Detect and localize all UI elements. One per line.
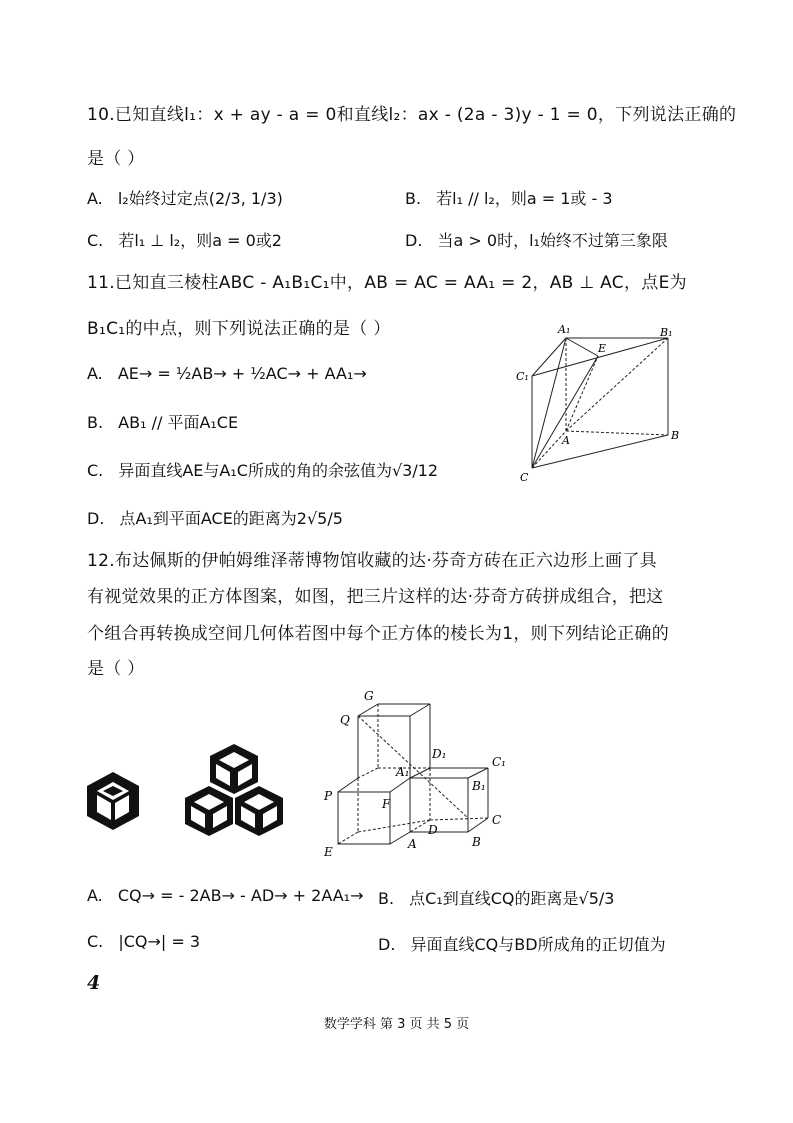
- q11-stem-line1: 11.已知直三棱柱ABC - A₁B₁C₁中，AB = AC = AA₁ = 2，AB ⊥ AC，点E为: [87, 273, 687, 293]
- label-q: Q: [340, 713, 350, 727]
- option-text: 点A₁到平面ACE的距离为2√5/5: [119, 509, 343, 528]
- option-label: A.: [87, 886, 103, 905]
- label-a: A: [408, 837, 417, 851]
- label-a1: A₁: [558, 323, 571, 336]
- option-text: 当a > 0时，l₁始终不过第三象限: [437, 231, 668, 250]
- q12-option-c: [87, 932, 200, 951]
- label-f: F: [382, 797, 391, 811]
- q12-stem-line3: 个组合再转换成空间几何体若图中每个正方体的棱长为1，则下列结论正确的: [87, 624, 670, 644]
- option-text: 异面直线CQ与BD所成角的正切值为: [410, 935, 666, 954]
- q11-prism-figure: [510, 318, 690, 488]
- page-footer: 数学学科 第 3 页 共 5 页: [323, 1017, 470, 1032]
- label-b1: B₁: [660, 326, 673, 339]
- cube-assembly-figure: [316, 686, 516, 861]
- q10-option-c: [87, 228, 282, 251]
- option-label: B.: [378, 889, 395, 908]
- option-label: D.: [405, 231, 423, 250]
- option-text: l₂始终过定点(2/3, 1/3): [117, 189, 283, 208]
- label-a: A: [562, 434, 570, 447]
- q10-option-d: [405, 228, 668, 251]
- option-text: AE→ = ½AB→ + ½AC→ + AA₁→: [117, 364, 367, 383]
- option-label: B.: [87, 413, 104, 432]
- label-b: B: [472, 835, 481, 849]
- q10-stem-line1: 10.已知直线l₁：x + ay - a = 0和直线l₂：ax - (2a - 3)y - 1 = 0，下列说法正确的: [87, 105, 737, 125]
- option-label: C.: [87, 932, 104, 951]
- q12-option-d: [378, 932, 666, 955]
- option-text: 异面直线AE与A₁C所成的角的余弦值为√3/12: [118, 461, 439, 480]
- label-b: B: [671, 429, 680, 442]
- q12-stem-line2: 有视觉效果的正方体图案，如图，把三片这样的达·芬奇方砖拼成组合，把这: [87, 587, 664, 607]
- single-tile-figure: [85, 770, 141, 832]
- option-text: 若l₁ // l₂，则a = 1或 - 3: [436, 189, 613, 208]
- option-label: A.: [87, 189, 103, 208]
- q12-stem-line4: 是（ ）: [87, 659, 145, 679]
- label-c1: C₁: [492, 755, 506, 769]
- option-text: 点C₁到直线CQ的距离是√5/3: [409, 889, 615, 908]
- option-text: |CQ→| = 3: [118, 932, 201, 951]
- label-a1: A₁: [396, 765, 410, 779]
- option-label: D.: [378, 935, 396, 954]
- q11-option-d: [87, 506, 343, 529]
- q11-option-c: [87, 458, 438, 481]
- option-text: CQ→ = - 2AB→ - AD→ + 2AA₁→: [117, 886, 364, 905]
- option-label: A.: [87, 364, 103, 383]
- label-d1: D₁: [432, 747, 447, 761]
- q11-option-a: [87, 364, 367, 383]
- label-c: C: [492, 813, 502, 827]
- q11-stem-line2: B₁C₁的中点，则下列说法正确的是（ ）: [87, 319, 391, 339]
- three-tile-figure: [183, 742, 285, 842]
- q10-option-b: [405, 186, 613, 209]
- option-text: AB₁ // 平面A₁CE: [118, 413, 239, 432]
- q10-option-a: [87, 186, 283, 209]
- label-d: D: [428, 823, 438, 837]
- q12-option-d-continuation: 4: [87, 972, 101, 994]
- q12-option-b: [378, 886, 614, 909]
- option-label: C.: [87, 231, 104, 250]
- q12-stem-line1: 12.布达佩斯的伊帕姆维泽蒂博物馆收藏的达·芬奇方砖在正六边形上画了具: [87, 551, 657, 571]
- label-g: G: [364, 689, 374, 703]
- q12-option-a: [87, 886, 364, 905]
- option-text: 若l₁ ⊥ l₂，则a = 0或2: [118, 231, 282, 250]
- label-e: E: [598, 342, 607, 355]
- label-c: C: [520, 471, 529, 484]
- option-label: D.: [87, 509, 105, 528]
- label-p: P: [324, 789, 333, 803]
- label-b1: B₁: [472, 779, 486, 793]
- option-label: B.: [405, 189, 422, 208]
- q11-option-b: [87, 410, 238, 433]
- option-label: C.: [87, 461, 104, 480]
- label-c1: C₁: [516, 370, 529, 383]
- q10-stem-line2: 是（ ）: [87, 149, 145, 169]
- label-e: E: [324, 845, 333, 859]
